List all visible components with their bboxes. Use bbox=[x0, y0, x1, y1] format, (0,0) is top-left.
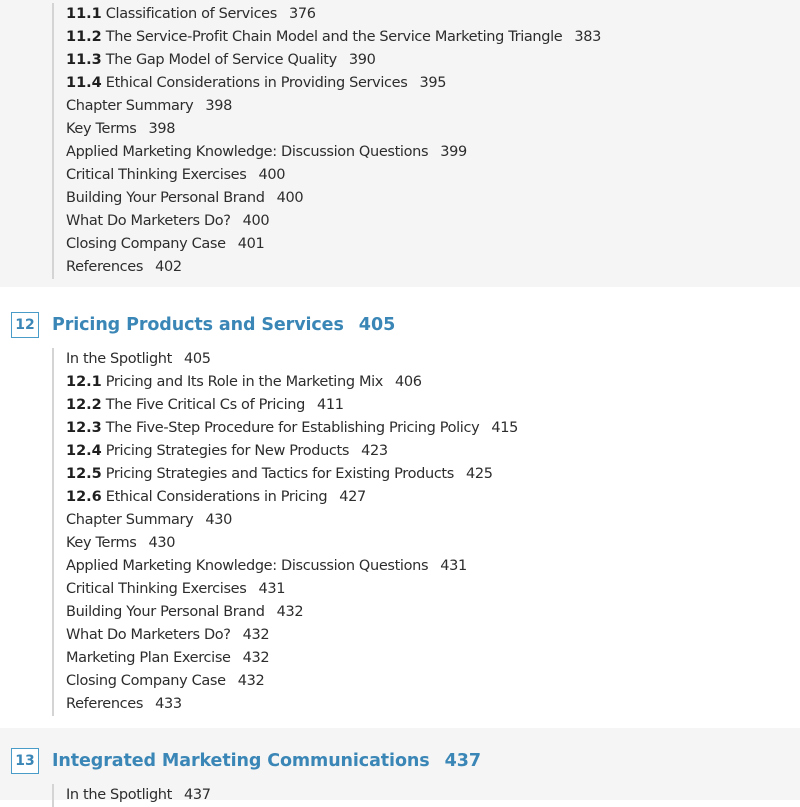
entry-label[interactable]: Classification of Services bbox=[105, 6, 277, 22]
toc-entry[interactable] bbox=[66, 486, 518, 509]
toc-entry[interactable] bbox=[66, 417, 518, 440]
toc-entry[interactable] bbox=[66, 578, 518, 601]
section-number: 12.4 bbox=[66, 443, 102, 459]
entry-label[interactable]: Closing Company Case bbox=[66, 673, 226, 689]
section-number: 11.4 bbox=[66, 75, 102, 91]
entry-page-number: 406 bbox=[395, 374, 422, 390]
chapter-title[interactable]: Integrated Marketing Communications bbox=[52, 751, 430, 771]
chapter-12-section bbox=[0, 287, 800, 728]
entry-label[interactable]: Closing Company Case bbox=[66, 236, 226, 252]
toc-entry[interactable] bbox=[66, 601, 518, 624]
toc-entry[interactable] bbox=[66, 647, 518, 670]
entry-label[interactable]: Building Your Personal Brand bbox=[66, 604, 265, 620]
toc-entry[interactable] bbox=[66, 95, 601, 118]
entry-page-number: 411 bbox=[317, 397, 344, 413]
entry-label[interactable]: Key Terms bbox=[66, 121, 137, 137]
entry-label[interactable]: Marketing Plan Exercise bbox=[66, 650, 231, 666]
entry-label[interactable]: The Five-Step Procedure for Establishing Pricing Policy bbox=[105, 420, 480, 436]
toc-entry[interactable] bbox=[66, 532, 518, 555]
entry-page-number: 437 bbox=[183, 787, 211, 803]
chapter-12-heading[interactable] bbox=[11, 310, 395, 340]
entry-page-number: 376 bbox=[288, 6, 316, 22]
entry-page-number: 400 bbox=[276, 190, 304, 206]
entry-label[interactable]: Ethical Considerations in Pricing bbox=[105, 489, 328, 505]
entry-page-number: 431 bbox=[258, 581, 286, 597]
chapter-12-entries bbox=[52, 348, 518, 716]
entry-label[interactable]: References bbox=[66, 696, 144, 712]
toc-entry[interactable] bbox=[66, 118, 601, 141]
entry-page-number: 398 bbox=[205, 98, 233, 114]
entry-label[interactable]: The Five Critical Cs of Pricing bbox=[105, 397, 306, 413]
toc-entry[interactable] bbox=[66, 693, 518, 716]
entry-page-number: 431 bbox=[440, 558, 467, 574]
toc-entry[interactable] bbox=[66, 624, 518, 647]
entry-label[interactable]: Pricing and Its Role in the Marketing Mix bbox=[105, 374, 384, 390]
entry-page-number: 430 bbox=[148, 535, 176, 551]
chapter-page-number: 405 bbox=[358, 315, 396, 335]
toc-entry[interactable] bbox=[66, 256, 601, 279]
toc-entry[interactable] bbox=[66, 371, 518, 394]
toc-entry[interactable] bbox=[66, 72, 601, 95]
entry-page-number: 398 bbox=[148, 121, 176, 137]
toc-entry[interactable] bbox=[66, 233, 601, 256]
chapter-13-section bbox=[0, 728, 800, 803]
entry-label[interactable]: The Service-Profit Chain Model and the Service Marketing Triangle bbox=[105, 29, 563, 45]
entry-label[interactable]: References bbox=[66, 259, 144, 275]
chapter-11-section bbox=[0, 0, 800, 287]
entry-page-number: 400 bbox=[258, 167, 286, 183]
section-number: 12.2 bbox=[66, 397, 102, 413]
entry-label[interactable]: Building Your Personal Brand bbox=[66, 190, 265, 206]
entry-page-number: 415 bbox=[491, 420, 518, 436]
entry-page-number: 402 bbox=[155, 259, 182, 275]
entry-label[interactable]: Chapter Summary bbox=[66, 98, 194, 114]
toc-entry[interactable] bbox=[66, 463, 518, 486]
toc-entry[interactable] bbox=[66, 509, 518, 532]
entry-label[interactable]: Chapter Summary bbox=[66, 512, 194, 528]
entry-label[interactable]: Key Terms bbox=[66, 535, 137, 551]
section-number: 12.3 bbox=[66, 420, 102, 436]
chapter-11-entries bbox=[52, 3, 601, 279]
entry-page-number: 432 bbox=[242, 627, 270, 643]
entry-label[interactable]: Critical Thinking Exercises bbox=[66, 581, 247, 597]
entry-page-number: 433 bbox=[155, 696, 182, 712]
entry-page-number: 432 bbox=[276, 604, 304, 620]
toc-entry[interactable] bbox=[66, 555, 518, 578]
entry-page-number: 432 bbox=[242, 650, 270, 666]
entry-page-number: 395 bbox=[419, 75, 447, 91]
entry-page-number: 390 bbox=[348, 52, 376, 68]
entry-page-number: 401 bbox=[237, 236, 265, 252]
section-number: 11.3 bbox=[66, 52, 102, 68]
entry-label[interactable]: Applied Marketing Knowledge: Discussion Questions bbox=[66, 558, 429, 574]
toc-entry[interactable] bbox=[66, 210, 601, 233]
entry-page-number: 399 bbox=[440, 144, 467, 160]
toc-entry[interactable] bbox=[66, 440, 518, 463]
entry-label[interactable]: Applied Marketing Knowledge: Discussion Questions bbox=[66, 144, 429, 160]
toc-entry[interactable] bbox=[66, 26, 601, 49]
entry-label[interactable]: Pricing Strategies and Tactics for Existing Products bbox=[105, 466, 454, 482]
entry-label[interactable]: What Do Marketers Do? bbox=[66, 627, 231, 643]
toc-entry[interactable] bbox=[66, 141, 601, 164]
toc-entry[interactable] bbox=[66, 164, 601, 187]
entry-label[interactable]: Ethical Considerations in Providing Services bbox=[105, 75, 408, 91]
chapter-number-badge: 12 bbox=[11, 312, 39, 338]
section-number: 12.5 bbox=[66, 466, 102, 482]
entry-page-number: 432 bbox=[237, 673, 265, 689]
entry-page-number: 427 bbox=[339, 489, 366, 505]
section-number: 12.1 bbox=[66, 374, 102, 390]
entry-page-number: 383 bbox=[574, 29, 601, 45]
toc-entry[interactable] bbox=[66, 394, 518, 417]
chapter-13-entries bbox=[52, 784, 211, 807]
chapter-page-number: 437 bbox=[444, 751, 482, 771]
toc-entry[interactable] bbox=[66, 348, 518, 371]
section-number: 11.2 bbox=[66, 29, 102, 45]
chapter-13-heading[interactable] bbox=[11, 746, 481, 776]
toc-entry[interactable] bbox=[66, 187, 601, 210]
entry-label[interactable]: In the Spotlight bbox=[66, 787, 172, 803]
entry-page-number: 400 bbox=[242, 213, 270, 229]
section-number: 12.6 bbox=[66, 489, 102, 505]
entry-label[interactable]: Critical Thinking Exercises bbox=[66, 167, 247, 183]
toc-entry[interactable] bbox=[66, 3, 601, 26]
chapter-title[interactable]: Pricing Products and Services bbox=[52, 315, 344, 335]
entry-label[interactable]: In the Spotlight bbox=[66, 351, 172, 367]
entry-label[interactable]: What Do Marketers Do? bbox=[66, 213, 231, 229]
entry-page-number: 425 bbox=[465, 466, 493, 482]
toc-entry[interactable] bbox=[66, 49, 601, 72]
chapter-number-badge: 13 bbox=[11, 748, 39, 774]
toc-entry[interactable] bbox=[66, 670, 518, 693]
entry-page-number: 430 bbox=[205, 512, 233, 528]
entry-page-number: 423 bbox=[361, 443, 388, 459]
entry-label[interactable]: The Gap Model of Service Quality bbox=[105, 52, 337, 68]
entry-page-number: 405 bbox=[183, 351, 211, 367]
section-number: 11.1 bbox=[66, 6, 102, 22]
toc-entry[interactable] bbox=[66, 784, 211, 807]
entry-label[interactable]: Pricing Strategies for New Products bbox=[105, 443, 350, 459]
